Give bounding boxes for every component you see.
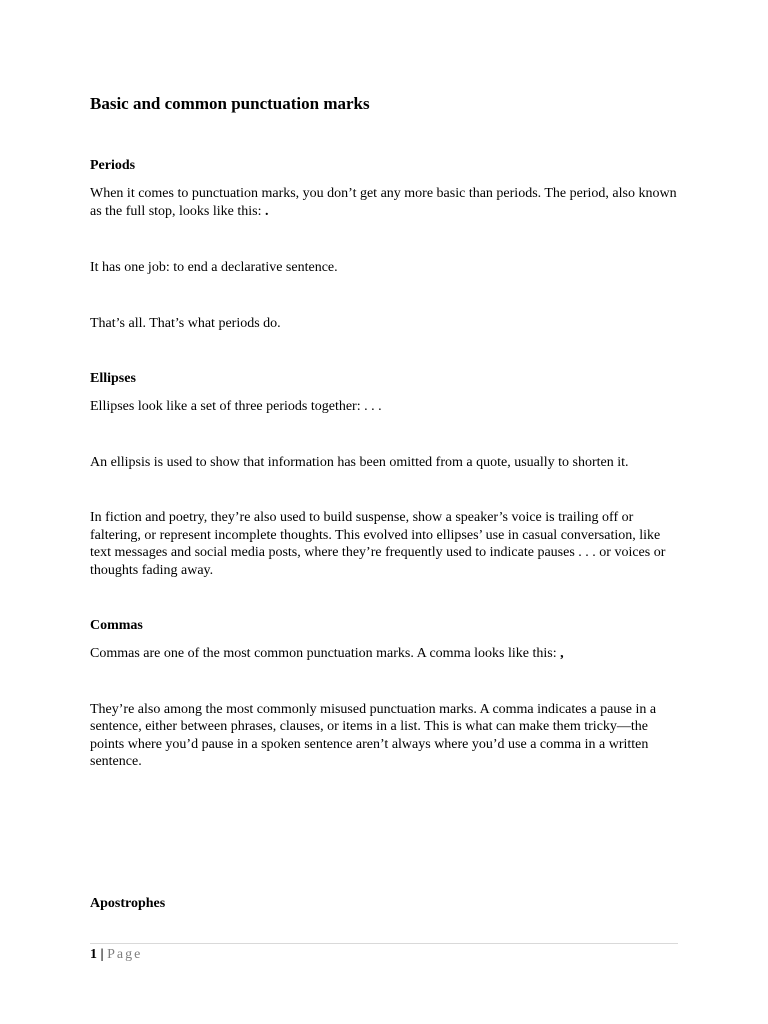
periods-paragraph-1 [90, 185, 682, 220]
ellipses-paragraph-2: An ellipsis is used to show that information has been omitted from a quote, usually to shorten it. [90, 454, 629, 470]
periods-paragraph-1-text: When it comes to punctuation marks, you don’t get any more basic than periods. The period, also known as the full stop, looks like this: [90, 186, 677, 219]
section-heading-periods: Periods [90, 158, 136, 173]
commas-paragraph-1-text: Commas are one of the most common punctuation marks. A comma looks like this: [90, 646, 561, 661]
comma-mark-example: , [560, 646, 564, 661]
section-heading-ellipses: Ellipses [90, 371, 136, 386]
section-heading-apostrophes: Apostrophes [90, 895, 166, 911]
document-body [90, 93, 682, 913]
footer-separator: | [97, 947, 108, 962]
periods-paragraph-2: It has one job: to end a declarative sentence. [90, 260, 338, 275]
footer-page-number: 1 [90, 947, 97, 962]
periods-paragraph-3: That’s all. That’s what periods do. [90, 315, 281, 331]
commas-paragraph-2: They’re also among the most commonly misused punctuation marks. A comma indicates a pause in a sentence, either between phrases, clauses, or items in a list. This is what can make them tricky—the points where you’d pause in a spoken sentence aren’t always where you’d use a comma in a written sentence. [90, 701, 657, 769]
ellipses-paragraph-1: Ellipses look like a set of three periods together: . . . [90, 399, 382, 414]
document-title: Basic and common punctuation marks [90, 94, 370, 113]
page-footer [90, 943, 678, 964]
period-mark-example: . [265, 203, 269, 219]
section-heading-commas: Commas [90, 618, 143, 633]
commas-paragraph-1 [90, 645, 682, 663]
ellipses-paragraph-3: In fiction and poetry, they’re also used to build suspense, show a speaker’s voice is trailing off or faltering, or represent incomplete thoughts. This evolved into ellipses’ use in casual conversation, like text messages and social media posts, where they’re frequently used to indicate pauses . . . or voices or thoughts fading away. [90, 510, 666, 578]
footer-page-label: Page [107, 947, 143, 962]
